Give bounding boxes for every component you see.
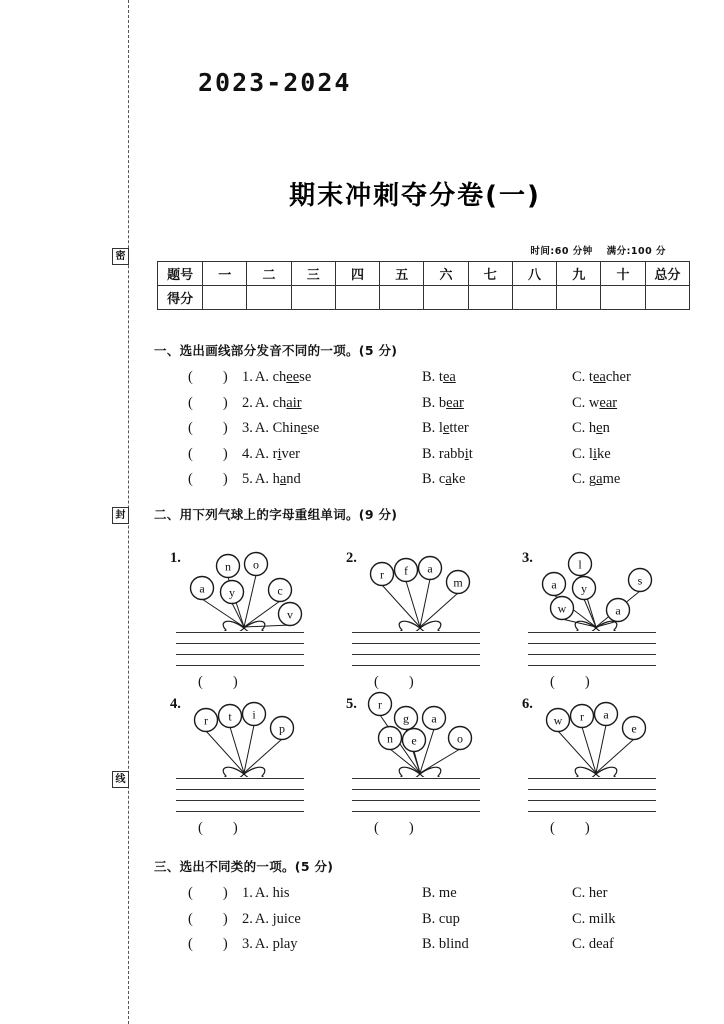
option-a-tail: ver <box>281 445 300 462</box>
balloon-bunch-icon <box>180 536 310 631</box>
row-header-question-number: 题号 <box>158 262 203 286</box>
balloon-letter: m <box>453 575 463 590</box>
balloon-item-number: 4. <box>170 696 181 712</box>
answer-bracket[interactable]: ( ) <box>198 674 238 690</box>
score-cell-8[interactable] <box>512 286 556 310</box>
option-b-text: B. l <box>422 420 443 436</box>
exam-paper-body <box>150 0 690 1024</box>
answer-bracket[interactable]: ( ) <box>188 420 228 436</box>
balloon-letter: l <box>578 557 582 572</box>
score-cell-6[interactable] <box>424 286 468 310</box>
option-a-tail: se <box>299 369 312 385</box>
option-b[interactable] <box>422 471 465 488</box>
balloon-letter: o <box>457 731 463 746</box>
answer-bracket[interactable]: ( ) <box>188 936 228 952</box>
question-row <box>150 911 680 936</box>
exam-meta <box>520 243 666 257</box>
option-c-underlined: e <box>596 420 603 436</box>
balloon-letter: w <box>553 713 563 728</box>
balloon-letter: s <box>637 573 643 588</box>
option-c[interactable] <box>572 369 631 386</box>
balloon-exercise-item <box>152 536 327 706</box>
four-line-writing-area[interactable] <box>352 778 480 816</box>
option-b-text: B. cup <box>422 910 460 927</box>
option-a[interactable] <box>242 885 290 902</box>
page-title: 期末冲刺夺分卷(一) <box>289 181 541 211</box>
option-b-text: B. c <box>422 471 446 487</box>
option-b-text: B. rabb <box>422 445 465 462</box>
exam-total-label: 满分:100 分 <box>606 246 666 257</box>
balloon-letter: t <box>228 709 232 724</box>
option-a-underlined: air <box>286 394 302 411</box>
score-col-2: 二 <box>247 262 291 286</box>
option-c[interactable] <box>572 936 614 953</box>
answer-bracket[interactable]: ( ) <box>550 820 590 836</box>
option-b-text: B. me <box>422 885 457 901</box>
option-a-underlined: i <box>277 445 282 462</box>
balloon-letter: a <box>615 603 621 618</box>
score-col-6: 六 <box>424 262 468 286</box>
four-line-writing-area[interactable] <box>176 632 304 670</box>
option-b-underlined: e <box>442 420 450 436</box>
balloon-exercise-item <box>504 682 679 852</box>
option-c[interactable] <box>572 446 611 463</box>
option-b-text: B. blind <box>422 936 469 952</box>
section-3-heading: 三、选出不同类的一项。(5 分) <box>154 859 334 874</box>
four-line-writing-area[interactable] <box>528 778 656 816</box>
balloon-exercise-item <box>328 682 503 852</box>
option-a-text: A. juice <box>254 910 301 927</box>
question-number: 4. <box>242 445 253 462</box>
option-a-text: A. his <box>254 885 290 901</box>
option-c[interactable] <box>572 911 616 928</box>
balloon-letter: p <box>279 721 285 736</box>
balloon-letter: r <box>380 567 384 582</box>
option-b[interactable] <box>422 911 460 928</box>
score-col-5: 五 <box>380 262 424 286</box>
balloon-letter: a <box>199 581 205 596</box>
balloon-bunch-icon <box>180 682 310 777</box>
score-col-1: 一 <box>203 262 247 286</box>
score-col-10: 十 <box>601 262 645 286</box>
balloon-letter: i <box>252 707 256 722</box>
option-b[interactable] <box>422 369 456 386</box>
option-a-text: A. Chin <box>254 420 301 436</box>
score-cell-9[interactable] <box>557 286 601 310</box>
balloon-letter: o <box>253 557 259 572</box>
option-a-text: A. ch <box>254 369 287 385</box>
balloon-letter: e <box>411 733 417 748</box>
academic-year: 2023-2024 <box>198 68 352 97</box>
option-b[interactable] <box>422 420 469 437</box>
score-col-7: 七 <box>468 262 512 286</box>
balloon-item-number: 6. <box>522 696 533 712</box>
question-row <box>150 420 680 445</box>
section-1-heading: 一、选出画线部分发音不同的一项。(5 分) <box>154 343 398 358</box>
option-b[interactable] <box>422 446 473 463</box>
option-a-tail: se <box>307 420 320 436</box>
option-b[interactable] <box>422 395 464 412</box>
balloon-letter: c <box>277 583 283 598</box>
option-a-tail: nd <box>286 471 301 487</box>
balloon-bunch-icon <box>356 682 486 777</box>
balloon-letter: r <box>378 697 382 712</box>
option-b-underlined: a <box>445 471 452 487</box>
answer-bracket[interactable]: ( ) <box>550 674 590 690</box>
table-row-question-numbers <box>158 262 690 286</box>
answer-bracket[interactable]: ( ) <box>188 445 228 462</box>
question-row <box>150 885 680 910</box>
balloon-exercise-item <box>328 536 503 706</box>
balloon-letter: n <box>225 559 231 574</box>
question-number: 3. <box>242 936 253 952</box>
option-c-tail: n <box>602 420 610 436</box>
option-c-underlined: ea <box>592 369 606 385</box>
answer-bracket[interactable]: ( ) <box>188 910 228 927</box>
option-b-tail: tter <box>449 420 469 436</box>
score-col-8: 八 <box>512 262 556 286</box>
option-b-tail: ke <box>451 471 466 487</box>
balloon-letter: a <box>603 707 609 722</box>
balloon-letter: r <box>204 713 208 728</box>
option-c-text: C. g <box>572 471 597 487</box>
option-a[interactable] <box>242 446 300 463</box>
seal-char-xian: 线 <box>112 771 129 788</box>
table-row-scores <box>158 286 690 310</box>
option-c-text: C. deaf <box>572 936 614 952</box>
option-c-underlined: a <box>596 471 603 487</box>
balloon-letter: a <box>427 561 433 576</box>
score-cell-4[interactable] <box>335 286 379 310</box>
option-a-text: A. h <box>254 471 280 487</box>
score-cell-5[interactable] <box>380 286 424 310</box>
question-row <box>150 471 680 496</box>
question-row <box>150 446 680 471</box>
balloon-letter: w <box>557 601 567 616</box>
balloon-exercise-item <box>504 536 679 706</box>
question-number: 1. <box>242 369 253 385</box>
option-c-text: C. her <box>572 885 608 901</box>
balloon-letter: e <box>631 721 637 736</box>
option-b-underlined: i <box>464 445 469 462</box>
score-cell-10[interactable] <box>601 286 645 310</box>
four-line-writing-area[interactable] <box>176 778 304 816</box>
balloon-letter: v <box>287 607 293 622</box>
score-col-9: 九 <box>557 262 601 286</box>
answer-bracket[interactable]: ( ) <box>198 820 238 836</box>
four-line-writing-area[interactable] <box>528 632 656 670</box>
option-a[interactable] <box>242 395 302 412</box>
balloon-letter: y <box>581 581 587 596</box>
question-number: 2. <box>242 394 253 411</box>
answer-bracket[interactable]: ( ) <box>188 369 228 385</box>
option-a-underlined: a <box>279 471 287 487</box>
option-c-text: C. t <box>572 369 593 385</box>
score-col-3: 三 <box>291 262 335 286</box>
four-line-writing-area[interactable] <box>352 632 480 670</box>
option-c[interactable] <box>572 885 607 902</box>
question-number: 2. <box>242 910 253 927</box>
balloon-exercise-item <box>152 682 327 852</box>
balloon-bunch-icon <box>356 536 486 631</box>
option-b-text: B. b <box>422 394 447 411</box>
balloon-letter: g <box>403 711 409 726</box>
score-col-4: 四 <box>335 262 379 286</box>
score-cell-7[interactable] <box>468 286 512 310</box>
question-number: 3. <box>242 420 253 436</box>
option-c-tail: cher <box>605 369 631 385</box>
option-c-text: C. w <box>572 394 600 411</box>
option-c-tail: ke <box>596 445 611 462</box>
answer-bracket[interactable]: ( ) <box>188 885 228 901</box>
balloon-bunch-icon <box>532 536 662 631</box>
option-b[interactable] <box>422 936 469 953</box>
option-c-text: C. milk <box>572 910 616 927</box>
seal-char-mi: 密 <box>112 248 129 265</box>
option-a[interactable] <box>242 911 301 928</box>
option-a[interactable] <box>242 471 301 488</box>
score-col-total: 总分 <box>645 262 689 286</box>
balloon-letter: a <box>431 711 437 726</box>
option-c-underlined: i <box>592 445 597 462</box>
balloon-letter: n <box>387 731 393 746</box>
option-c[interactable] <box>572 471 620 488</box>
answer-bracket[interactable]: ( ) <box>188 471 228 487</box>
balloon-letter: f <box>404 563 408 578</box>
row-header-score: 得分 <box>158 286 203 310</box>
option-a-text: A. ch <box>254 394 287 411</box>
option-a[interactable] <box>242 420 319 437</box>
balloon-letter: r <box>580 709 584 724</box>
option-a[interactable] <box>242 369 311 386</box>
balloon-letter: a <box>551 577 557 592</box>
score-cell-3[interactable] <box>291 286 335 310</box>
question-number: 1. <box>242 885 253 901</box>
option-c-underlined: ear <box>599 394 618 411</box>
score-cell-2[interactable] <box>247 286 291 310</box>
section-2-heading: 二、用下列气球上的字母重组单词。(9 分) <box>154 507 398 522</box>
answer-bracket[interactable]: ( ) <box>188 394 228 411</box>
option-a-text: A. r <box>254 445 278 462</box>
option-a-text: A. play <box>254 936 298 952</box>
balloon-item-number: 2. <box>346 550 357 566</box>
balloon-item-number: 5. <box>346 696 357 712</box>
question-row <box>150 395 680 420</box>
option-a-underlined: ee <box>286 369 300 385</box>
option-c-text: C. l <box>572 445 593 462</box>
option-b-underlined: ear <box>446 394 464 411</box>
answer-bracket[interactable]: ( ) <box>374 820 414 836</box>
score-table <box>157 261 690 310</box>
balloon-bunch-icon <box>532 682 662 777</box>
seal-char-feng: 封 <box>112 507 129 524</box>
balloon-letter: y <box>229 585 235 600</box>
option-c[interactable] <box>572 420 610 437</box>
option-a[interactable] <box>242 936 298 953</box>
option-b-underlined: ea <box>442 369 456 385</box>
option-b-tail: t <box>468 445 473 462</box>
score-cell-1[interactable] <box>203 286 247 310</box>
answer-bracket[interactable]: ( ) <box>374 674 414 690</box>
question-row <box>150 936 680 961</box>
exam-time-label: 时间:60 分钟 <box>530 246 593 257</box>
option-a-underlined: e <box>300 420 308 436</box>
option-c-tail: me <box>602 471 621 487</box>
question-row <box>150 369 680 394</box>
option-c[interactable] <box>572 395 617 412</box>
question-number: 5. <box>242 471 253 487</box>
option-b-text: B. t <box>422 369 443 385</box>
option-b[interactable] <box>422 885 457 902</box>
option-c-text: C. h <box>572 420 597 436</box>
balloon-item-number: 3. <box>522 550 533 566</box>
balloon-item-number: 1. <box>170 550 181 566</box>
score-cell-total[interactable] <box>645 286 689 310</box>
